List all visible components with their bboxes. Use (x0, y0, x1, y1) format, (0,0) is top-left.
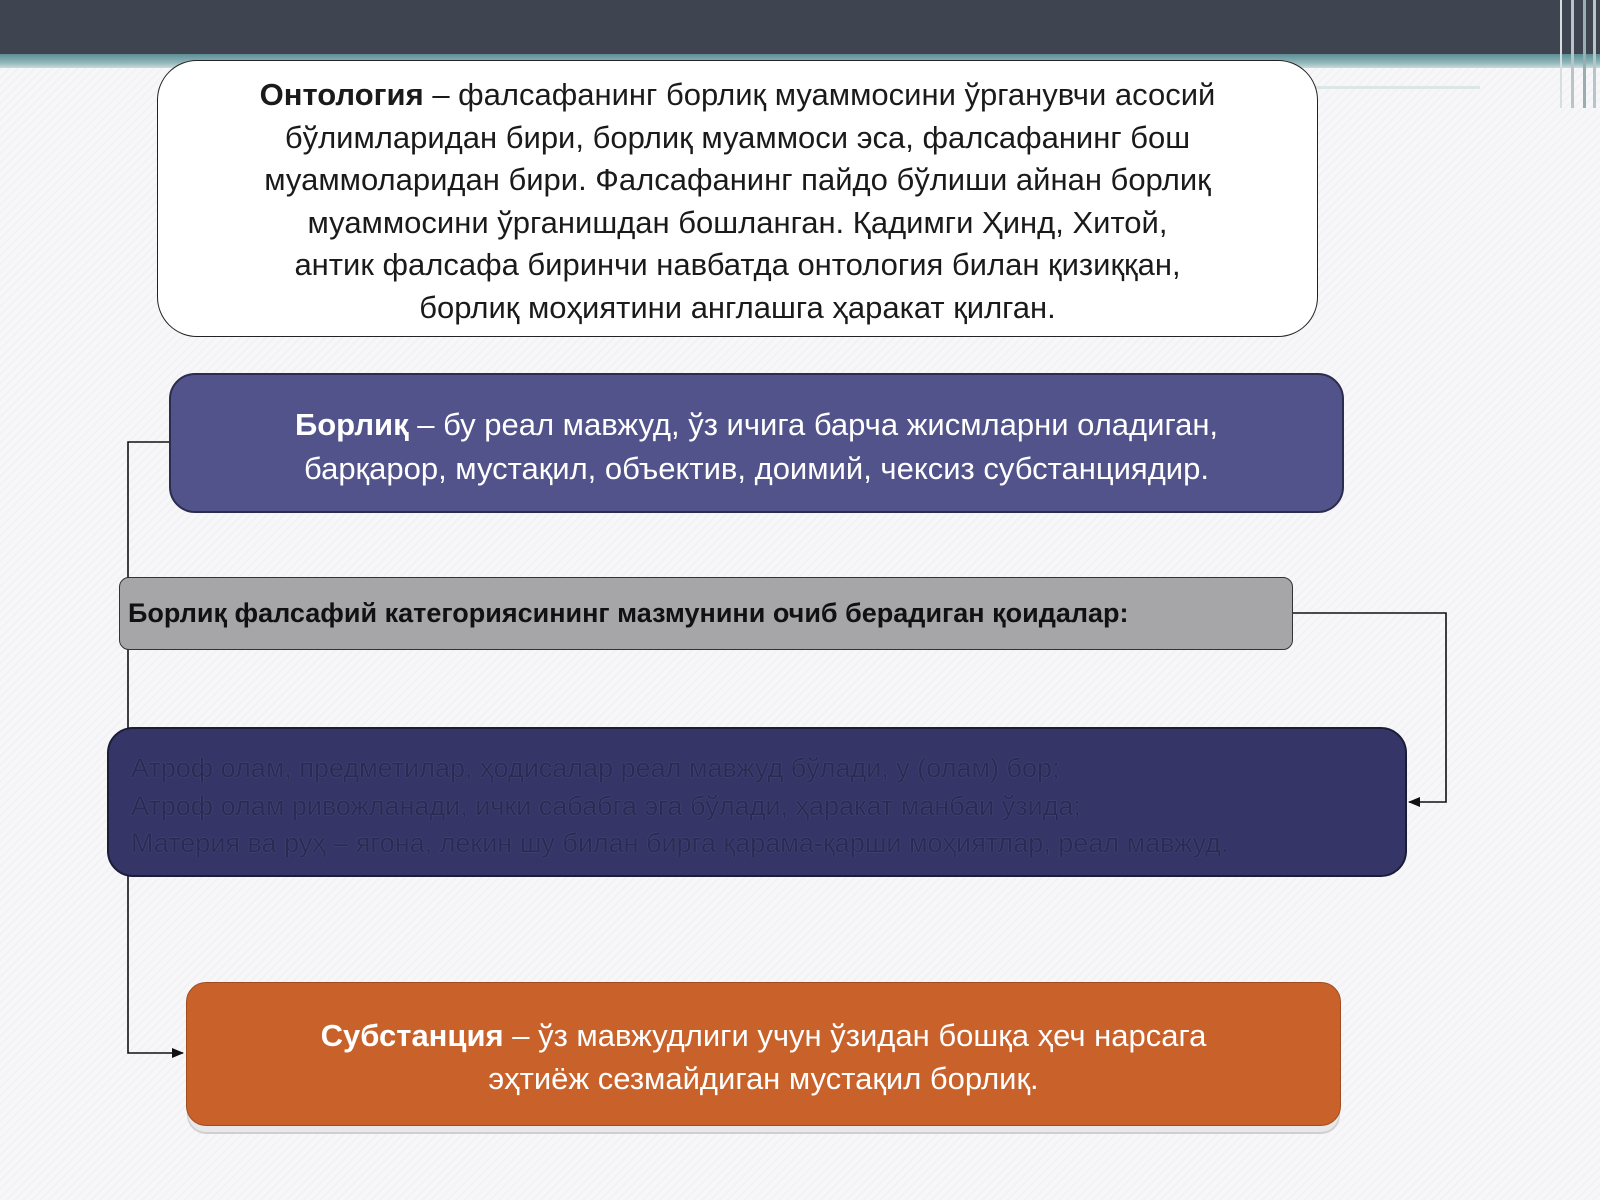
rules-header-text: Борлиқ фалсафий категориясининг мазмунини очиб берадиган қоидалар: (128, 598, 1129, 628)
ontology-line-1: Онтология – фалсафанинг борлиқ муаммосини ўрганувчи асосий (259, 77, 1216, 112)
rules-header-box (119, 577, 1293, 650)
rule-item-3: Материя ва руҳ – ягона, лекин шу билан бирга қарама-қарши моҳиятлар, реал мавжуд. (131, 828, 1229, 858)
borliq-term: Борлиқ (294, 407, 409, 442)
substance-term: Субстанция (320, 1018, 504, 1053)
borliq-line-1: Борлиқ – бу реал мавжуд, ўз ичига барча жисмларни оладиган, (294, 407, 1219, 442)
rule-item-2: Атроф олам ривожланади, ички сабабга эга бўлади, ҳаракат манбаи ўзида; (131, 790, 1081, 821)
substance-definition-box (186, 982, 1341, 1126)
borliq-line-2: барқарор, мустақил, объектив, доимий, чексиз субстанциядир. (304, 451, 1209, 486)
ontology-line-5: антик фалсафа биринчи навбатда онтология билан қизиққан, (294, 247, 1181, 282)
substance-line-2: эҳтиёж сезмайдиган мустақил борлиқ. (488, 1061, 1039, 1096)
ontology-line-6: борлиқ моҳиятини англашга ҳаракат қилган. (419, 289, 1056, 325)
rule-item-1: Атроф олам, предметилар, ҳодисалар реал мавжуд бўлади, у (олам) бор; (131, 753, 1060, 783)
ontology-line-3: муаммоларидан бири. Фалсафанинг пайдо бўлиши айнан борлиқ (264, 162, 1211, 197)
ontology-definition-box (157, 60, 1318, 337)
ontology-line-2: бўлимларидан бири, борлиқ муаммоси эса, фалсафанинг бош (284, 119, 1191, 155)
ontology-line-4: муаммосини ўрганишдан бошланган. Қадимги Ҳинд, Хитой, (307, 204, 1168, 240)
rules-list-box (107, 727, 1407, 877)
borliq-definition-box (169, 373, 1344, 513)
substance-line-1: Субстанция – ўз мавжудлиги учун ўзидан бошқа ҳеч нарсага (320, 1018, 1207, 1053)
ontology-term: Онтология (259, 77, 424, 112)
